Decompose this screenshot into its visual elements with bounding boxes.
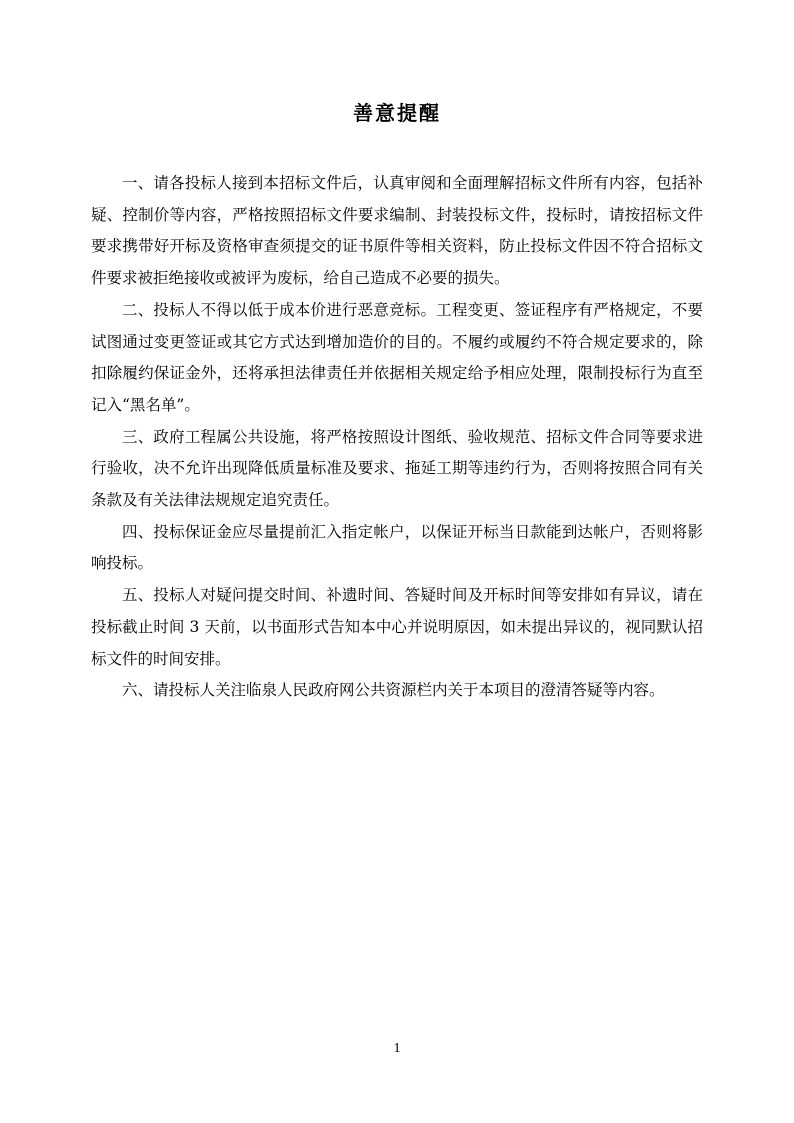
paragraph-5: 五、投标人对疑问提交时间、补遗时间、答疑时间及开标时间等安排如有异议，请在投标截止时间 3 天前，以书面形式告知本中心并说明原因，如未提出异议的，视同默认招标文件的时间安排。 — [91, 586, 703, 668]
paragraph-1: 一、请各投标人接到本招标文件后，认真审阅和全面理解招标文件所有内容，包括补疑、控制价等内容，严格按照招标文件要求编制、封装投标文件，投标时，请按招标文件要求携带好开标及资格审查须提交的证书原件等相关资料，防止投标文件因不符合招标文件要求被拒绝接收或被评为废标，给自己造成不必要的损失。 — [91, 174, 703, 288]
document-title: 善意提醒 — [353, 101, 441, 125]
document-body — [91, 168, 703, 707]
paragraph-3: 三、政府工程属公共设施，将严格按照设计图纸、验收规范、招标文件合同等要求进行验收，决不允许出现降低质量标准及要求、拖延工期等违约行为，否则将按照合同有关条款及有关法律法规规定追究责任。 — [91, 427, 703, 510]
paragraph-4: 四、投标保证金应尽量提前汇入指定帐户，以保证开标当日款能到达帐户，否则将影响投标。 — [91, 522, 703, 573]
page-number: 1 — [393, 1041, 401, 1056]
paragraph-2: 二、投标人不得以低于成本价进行恶意竞标。工程变更、签证程序有严格规定，不要试图通过变更签证或其它方式达到增加造价的目的。不履约或履约不符合规定要求的，除扣除履约保证金外，还将承担法律责任并依据相关规定给予相应处理，限制投标行为直至记入“黑名单”。 — [91, 300, 703, 414]
paragraph-6: 六、请投标人关注临泉人民政府网公共资源栏内关于本项目的澄清答疑等内容。 — [122, 681, 665, 700]
